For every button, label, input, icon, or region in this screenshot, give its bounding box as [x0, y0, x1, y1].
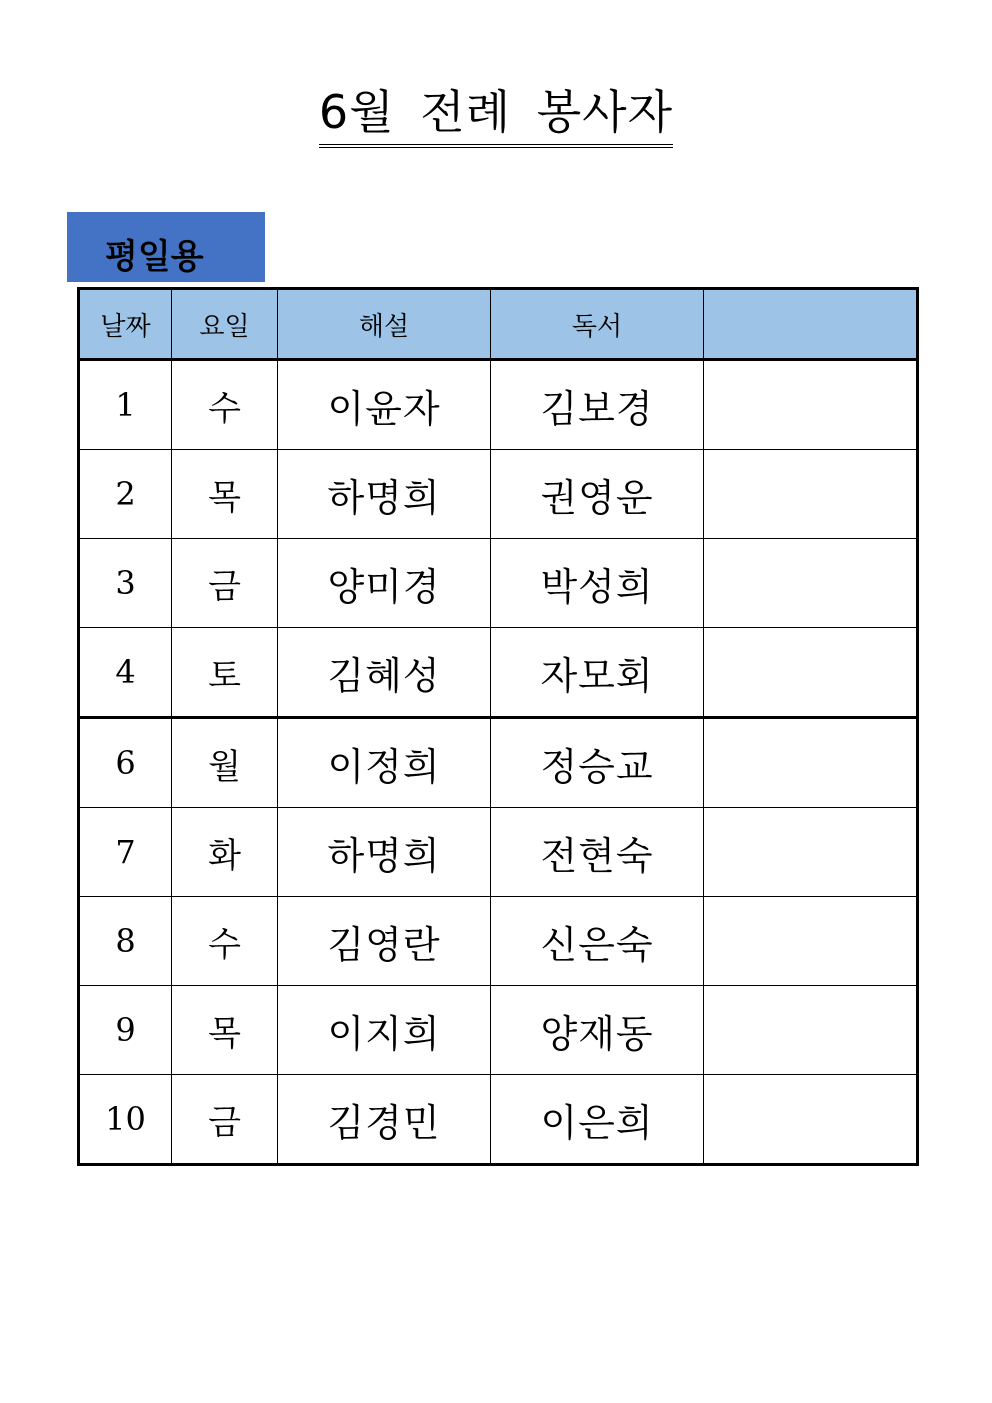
header-extra: [704, 289, 918, 360]
date-cell: 4: [79, 628, 172, 718]
commentator-cell: 김영란: [278, 897, 491, 986]
table-row: [79, 718, 918, 808]
reader-cell: 박성희: [491, 539, 704, 628]
day-cell: 목: [172, 450, 278, 539]
table-row: [79, 360, 918, 450]
date-cell: 1: [79, 360, 172, 450]
section-tab-weekday: 평일용: [67, 212, 265, 282]
page-title-text: 6월 전례 봉사자: [319, 82, 673, 148]
day-cell: 금: [172, 539, 278, 628]
date-cell: 9: [79, 986, 172, 1075]
extra-cell: [704, 808, 918, 897]
day-cell: 토: [172, 628, 278, 718]
extra-cell: [704, 986, 918, 1075]
reader-cell: 양재동: [491, 986, 704, 1075]
extra-cell: [704, 450, 918, 539]
commentator-cell: 양미경: [278, 539, 491, 628]
commentator-cell: 이윤자: [278, 360, 491, 450]
day-cell: 화: [172, 808, 278, 897]
commentator-cell: 이지희: [278, 986, 491, 1075]
table-row: [79, 986, 918, 1075]
reader-cell: 신은숙: [491, 897, 704, 986]
header-day: 요일: [172, 289, 278, 360]
reader-cell: 자모회: [491, 628, 704, 718]
reader-cell: 정승교: [491, 718, 704, 808]
table-row: [79, 897, 918, 986]
day-cell: 월: [172, 718, 278, 808]
header-reader: 독서: [491, 289, 704, 360]
date-cell: 7: [79, 808, 172, 897]
table-header-row: [79, 289, 918, 360]
commentator-cell: 김경민: [278, 1075, 491, 1165]
table-row: [79, 1075, 918, 1165]
date-cell: 3: [79, 539, 172, 628]
table-row: [79, 450, 918, 539]
day-cell: 수: [172, 360, 278, 450]
header-date: 날짜: [79, 289, 172, 360]
extra-cell: [704, 1075, 918, 1165]
day-cell: 목: [172, 986, 278, 1075]
extra-cell: [704, 360, 918, 450]
table-row: [79, 628, 918, 718]
reader-cell: 전현숙: [491, 808, 704, 897]
reader-cell: 김보경: [491, 360, 704, 450]
day-cell: 수: [172, 897, 278, 986]
page-title: [0, 82, 992, 148]
extra-cell: [704, 539, 918, 628]
extra-cell: [704, 628, 918, 718]
date-cell: 6: [79, 718, 172, 808]
schedule-table: [77, 287, 919, 1166]
header-commentator: 해설: [278, 289, 491, 360]
extra-cell: [704, 897, 918, 986]
table-row: [79, 808, 918, 897]
extra-cell: [704, 718, 918, 808]
commentator-cell: 하명희: [278, 450, 491, 539]
commentator-cell: 김혜성: [278, 628, 491, 718]
commentator-cell: 이정희: [278, 718, 491, 808]
reader-cell: 이은희: [491, 1075, 704, 1165]
commentator-cell: 하명희: [278, 808, 491, 897]
day-cell: 금: [172, 1075, 278, 1165]
date-cell: 8: [79, 897, 172, 986]
date-cell: 2: [79, 450, 172, 539]
reader-cell: 권영운: [491, 450, 704, 539]
date-cell: 10: [79, 1075, 172, 1165]
table-row: [79, 539, 918, 628]
